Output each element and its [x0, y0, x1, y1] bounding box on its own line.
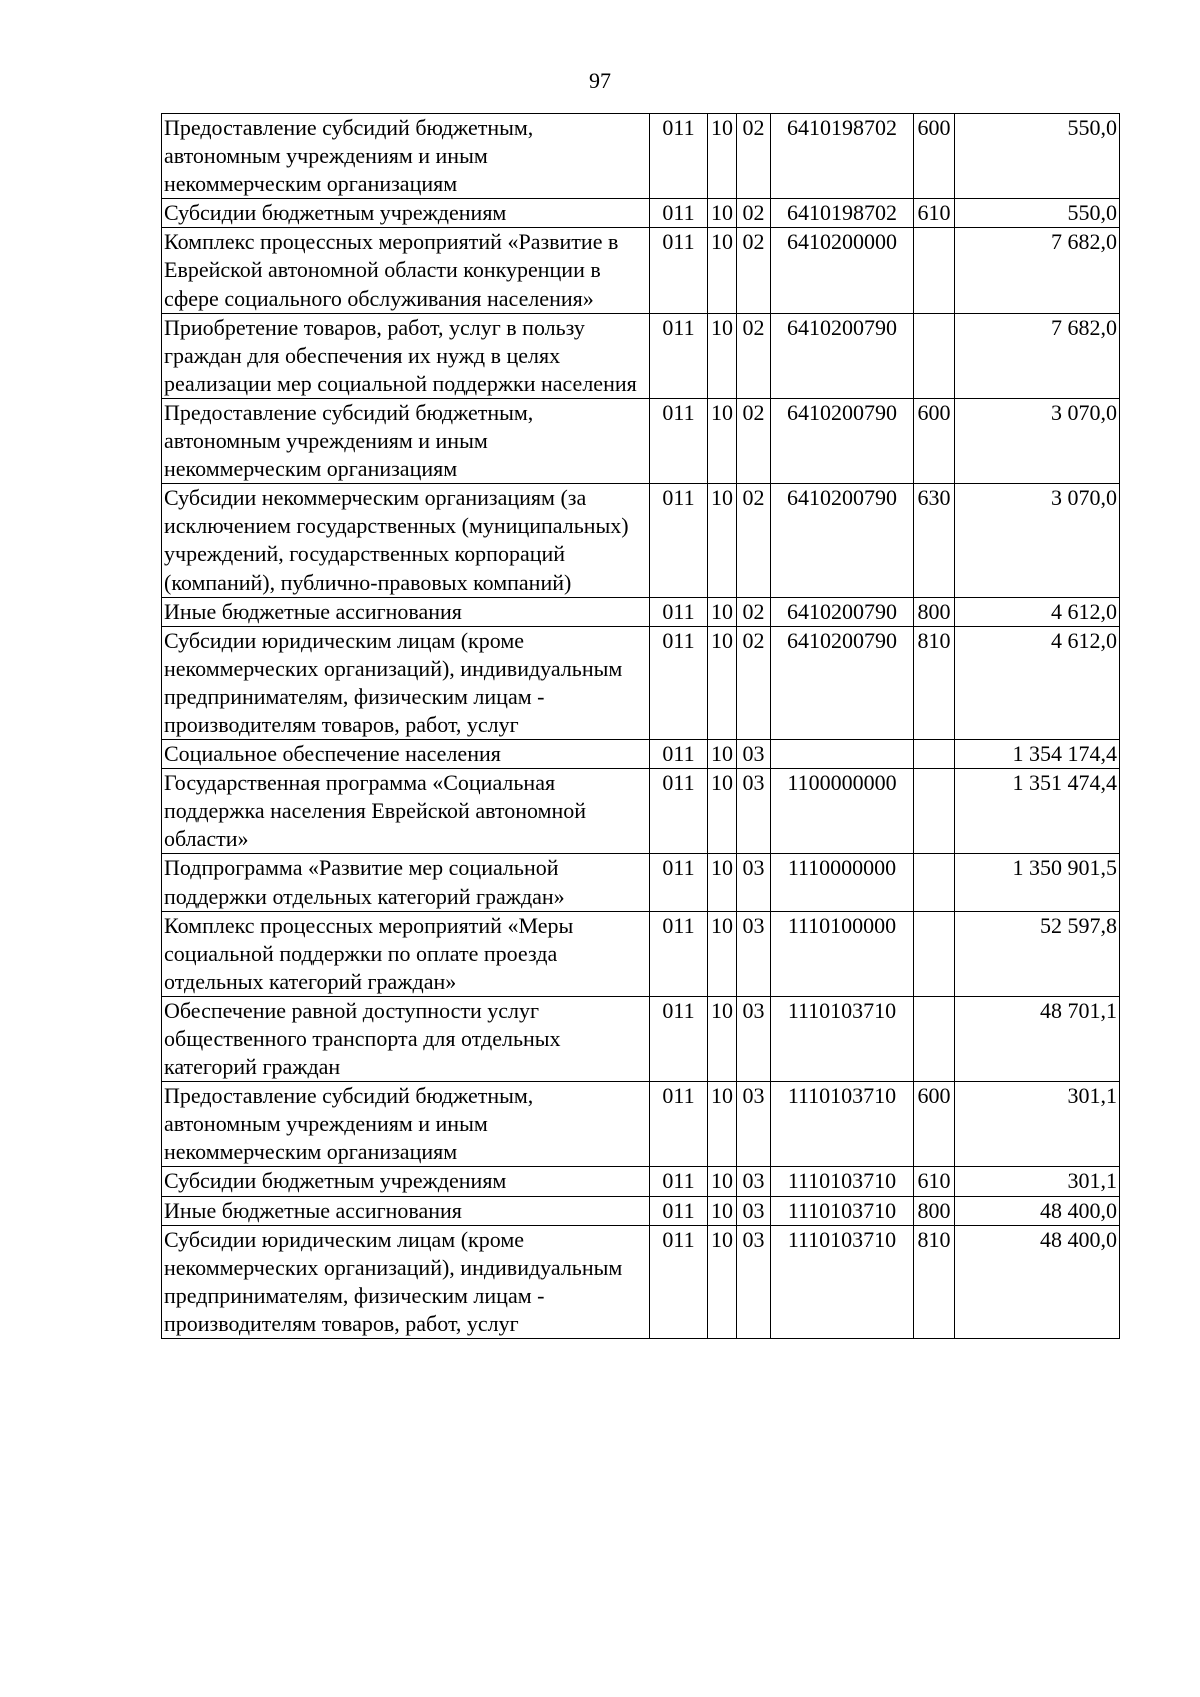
table-row — [162, 597, 1120, 626]
row-pr: 03 — [737, 1082, 771, 1167]
row-pr: 02 — [737, 228, 771, 313]
table-row — [162, 854, 1120, 911]
row-csr: 1110103710 — [771, 1225, 914, 1338]
table-row — [162, 313, 1120, 398]
row-rz: 10 — [708, 597, 737, 626]
row-sum: 48 400,0 — [955, 1196, 1120, 1225]
row-sum: 550,0 — [955, 114, 1120, 199]
row-pr: 03 — [737, 769, 771, 854]
row-vr: 800 — [914, 597, 955, 626]
row-csr: 6410200000 — [771, 228, 914, 313]
row-grbs: 011 — [650, 626, 708, 739]
row-csr: 1110100000 — [771, 911, 914, 996]
row-grbs: 011 — [650, 484, 708, 597]
row-name: Комплекс процессных мероприятий «Меры социальной поддержки по оплате проезда отдельных категорий граждан» — [162, 911, 650, 996]
row-rz: 10 — [708, 996, 737, 1081]
row-csr: 1100000000 — [771, 769, 914, 854]
row-name: Предоставление субсидий бюджетным, автономным учреждениям и иным некоммерческим организациям — [162, 114, 650, 199]
row-pr: 03 — [737, 996, 771, 1081]
row-sum: 1 354 174,4 — [955, 740, 1120, 769]
row-vr — [914, 854, 955, 911]
row-sum: 3 070,0 — [955, 484, 1120, 597]
row-grbs: 011 — [650, 1167, 708, 1196]
row-vr — [914, 228, 955, 313]
row-rz: 10 — [708, 1196, 737, 1225]
row-csr: 6410200790 — [771, 626, 914, 739]
row-rz: 10 — [708, 769, 737, 854]
row-vr: 600 — [914, 114, 955, 199]
row-pr: 03 — [737, 854, 771, 911]
row-sum: 48 701,1 — [955, 996, 1120, 1081]
row-name: Государственная программа «Социальная поддержка населения Еврейской автономной области» — [162, 769, 650, 854]
row-pr: 03 — [737, 740, 771, 769]
row-csr: 6410200790 — [771, 597, 914, 626]
row-rz: 10 — [708, 911, 737, 996]
row-pr: 02 — [737, 484, 771, 597]
table-row — [162, 626, 1120, 739]
row-csr: 1110000000 — [771, 854, 914, 911]
table-row — [162, 996, 1120, 1081]
row-grbs: 011 — [650, 740, 708, 769]
row-vr: 610 — [914, 1167, 955, 1196]
row-sum: 7 682,0 — [955, 313, 1120, 398]
row-rz: 10 — [708, 1167, 737, 1196]
row-name: Подпрограмма «Развитие мер социальной поддержки отдельных категорий граждан» — [162, 854, 650, 911]
row-name: Приобретение товаров, работ, услуг в пользу граждан для обеспечения их нужд в целях реализации мер социальной поддержки населения — [162, 313, 650, 398]
row-sum: 1 350 901,5 — [955, 854, 1120, 911]
row-csr: 6410198702 — [771, 114, 914, 199]
row-sum: 301,1 — [955, 1082, 1120, 1167]
row-vr: 600 — [914, 398, 955, 483]
row-csr: 1110103710 — [771, 1196, 914, 1225]
row-csr: 6410200790 — [771, 313, 914, 398]
table-row — [162, 740, 1120, 769]
row-vr: 800 — [914, 1196, 955, 1225]
row-name: Субсидии юридическим лицам (кроме некоммерческих организаций), индивидуальным предпринимателям, физическим лицам - производителям товаров, работ, услуг — [162, 626, 650, 739]
row-vr — [914, 996, 955, 1081]
row-name: Предоставление субсидий бюджетным, автономным учреждениям и иным некоммерческим организациям — [162, 398, 650, 483]
row-csr — [771, 740, 914, 769]
row-rz: 10 — [708, 1225, 737, 1338]
row-rz: 10 — [708, 114, 737, 199]
row-pr: 03 — [737, 1167, 771, 1196]
row-grbs: 011 — [650, 1196, 708, 1225]
row-name: Субсидии некоммерческим организациям (за исключением государственных (муниципальных) учреждений, государственных корпораций (компаний), публично-правовых компаний) — [162, 484, 650, 597]
row-pr: 02 — [737, 597, 771, 626]
row-vr — [914, 911, 955, 996]
row-grbs: 011 — [650, 228, 708, 313]
row-sum: 4 612,0 — [955, 626, 1120, 739]
row-name: Комплекс процессных мероприятий «Развитие в Еврейской автономной области конкуренции в сфере социального обслуживания населения» — [162, 228, 650, 313]
row-pr: 03 — [737, 1225, 771, 1338]
row-rz: 10 — [708, 740, 737, 769]
row-csr: 6410198702 — [771, 199, 914, 228]
table-row — [162, 1082, 1120, 1167]
table-row — [162, 769, 1120, 854]
table-row — [162, 1196, 1120, 1225]
row-csr: 1110103710 — [771, 1167, 914, 1196]
row-vr: 630 — [914, 484, 955, 597]
row-vr: 810 — [914, 1225, 955, 1338]
row-rz: 10 — [708, 1082, 737, 1167]
row-rz: 10 — [708, 228, 737, 313]
row-rz: 10 — [708, 313, 737, 398]
row-csr: 6410200790 — [771, 484, 914, 597]
row-rz: 10 — [708, 626, 737, 739]
row-grbs: 011 — [650, 1082, 708, 1167]
row-vr: 610 — [914, 199, 955, 228]
row-grbs: 011 — [650, 114, 708, 199]
row-name: Иные бюджетные ассигнования — [162, 1196, 650, 1225]
row-pr: 02 — [737, 199, 771, 228]
table-row — [162, 1167, 1120, 1196]
row-sum: 301,1 — [955, 1167, 1120, 1196]
table-row — [162, 398, 1120, 483]
row-pr: 03 — [737, 911, 771, 996]
row-sum: 52 597,8 — [955, 911, 1120, 996]
table-row — [162, 199, 1120, 228]
row-name: Обеспечение равной доступности услуг общественного транспорта для отдельных категорий граждан — [162, 996, 650, 1081]
row-sum: 550,0 — [955, 199, 1120, 228]
row-rz: 10 — [708, 854, 737, 911]
row-name: Иные бюджетные ассигнования — [162, 597, 650, 626]
row-name: Субсидии бюджетным учреждениям — [162, 199, 650, 228]
table-row — [162, 1225, 1120, 1338]
table-body — [162, 114, 1120, 1339]
row-pr: 03 — [737, 1196, 771, 1225]
row-grbs: 011 — [650, 911, 708, 996]
row-grbs: 011 — [650, 769, 708, 854]
row-name: Социальное обеспечение населения — [162, 740, 650, 769]
budget-table — [161, 113, 1120, 1339]
table-row — [162, 228, 1120, 313]
row-csr: 1110103710 — [771, 1082, 914, 1167]
row-pr: 02 — [737, 114, 771, 199]
table-row — [162, 911, 1120, 996]
row-pr: 02 — [737, 398, 771, 483]
row-name: Предоставление субсидий бюджетным, автономным учреждениям и иным некоммерческим организациям — [162, 1082, 650, 1167]
row-grbs: 011 — [650, 996, 708, 1081]
row-vr: 600 — [914, 1082, 955, 1167]
row-grbs: 011 — [650, 313, 708, 398]
row-rz: 10 — [708, 199, 737, 228]
row-grbs: 011 — [650, 199, 708, 228]
row-grbs: 011 — [650, 398, 708, 483]
table-row — [162, 484, 1120, 597]
row-vr — [914, 769, 955, 854]
row-pr: 02 — [737, 626, 771, 739]
row-vr — [914, 740, 955, 769]
row-sum: 48 400,0 — [955, 1225, 1120, 1338]
row-csr: 6410200790 — [771, 398, 914, 483]
row-name: Субсидии юридическим лицам (кроме некоммерческих организаций), индивидуальным предпринимателям, физическим лицам - производителям товаров, работ, услуг — [162, 1225, 650, 1338]
row-sum: 3 070,0 — [955, 398, 1120, 483]
row-name: Субсидии бюджетным учреждениям — [162, 1167, 650, 1196]
page-number: 97 — [589, 68, 611, 93]
row-sum: 7 682,0 — [955, 228, 1120, 313]
row-pr: 02 — [737, 313, 771, 398]
row-grbs: 011 — [650, 1225, 708, 1338]
row-sum: 1 351 474,4 — [955, 769, 1120, 854]
row-rz: 10 — [708, 484, 737, 597]
row-sum: 4 612,0 — [955, 597, 1120, 626]
table-row — [162, 114, 1120, 199]
row-grbs: 011 — [650, 597, 708, 626]
row-vr: 810 — [914, 626, 955, 739]
row-vr — [914, 313, 955, 398]
row-rz: 10 — [708, 398, 737, 483]
row-csr: 1110103710 — [771, 996, 914, 1081]
row-grbs: 011 — [650, 854, 708, 911]
